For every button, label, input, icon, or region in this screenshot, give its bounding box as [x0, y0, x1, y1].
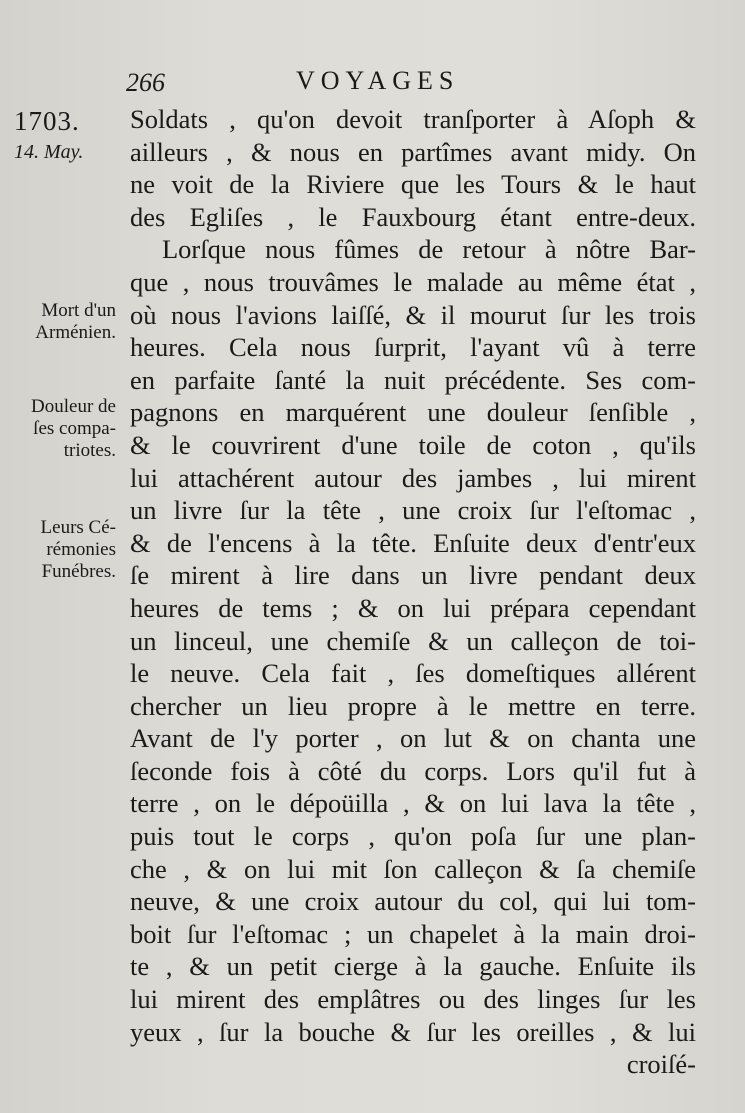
margin-note-death [4, 300, 116, 344]
text-line: neuve, & une croix autour du col, qui lui tom- [130, 886, 696, 917]
body-text [130, 103, 696, 1081]
date-day: 14. May. [14, 141, 84, 163]
text-line: où nous l'avions laiſſé, & il mourut ſur les trois [130, 299, 696, 330]
text-line: che , & on lui mit ſon calleçon & ſa chemiſe [130, 853, 696, 884]
text-line: ne voit de la Riviere que les Tours & le haut [130, 169, 696, 200]
date-year: 1703. [14, 106, 80, 136]
page-number: 266 [126, 68, 165, 97]
margin-note-ceremonies [4, 517, 116, 583]
text-line: le neuve. Cela fait , ſes domeſtiques allérent [130, 658, 696, 689]
margin-note-line: triotes. [63, 440, 116, 461]
text-line: puis tout le corps , qu'on poſa ſur une plan- [130, 821, 696, 852]
text-line: lui attachérent autour des jambes , lui mirent [130, 462, 696, 493]
page-header [0, 62, 745, 98]
text-line: lui mirent des emplâtres ou des linges ſur les [130, 984, 696, 1015]
text-line: un livre ſur la tête , une croix ſur l'eſtomac , [130, 495, 696, 526]
text-line: heures de tems ; & on lui prépara cependant [130, 592, 696, 623]
text-line: boit ſur l'eſtomac ; un chapelet à la main droi- [130, 918, 696, 949]
text-line: te , & un petit cierge à la gauche. Enſuite ils [130, 951, 696, 982]
margin-note-line: Douleur de [31, 396, 116, 417]
margin-note-line: Funébres. [41, 561, 116, 582]
margin-note-line: ſes compa- [33, 418, 116, 439]
text-line: ſeconde fois à côté du corps. Lors qu'il fut à [130, 755, 696, 786]
text-line: & le couvrirent d'une toile de coton , qu'ils [130, 429, 696, 460]
margin-note-grief [4, 396, 116, 462]
text-line: ſe mirent à lire dans un livre pendant deux [130, 560, 696, 591]
text-line: chercher un lieu propre à le mettre en terre. [130, 690, 696, 721]
running-head: VOYAGES [296, 66, 460, 95]
text-line: des Egliſes , le Fauxbourg étant entre-deux. [130, 201, 696, 232]
text-line: heures. Cela nous ſurprit, l'ayant vû à terre [130, 332, 696, 363]
text-line: & de l'encens à la tête. Enſuite deux d'entr'eux [130, 527, 696, 558]
text-line: terre , on le dépoüilla , & on lui lava la tête , [130, 788, 696, 819]
catchword: croiſé- [626, 1049, 696, 1080]
margin-note-line: Arménien. [35, 322, 116, 343]
text-line: en parfaite ſanté la nuit précédente. Ses com- [130, 364, 696, 395]
margin-date [14, 106, 126, 164]
text-line: que , nous trouvâmes le malade au même état , [130, 266, 696, 297]
text-line: pagnons en marquérent une douleur ſenſible , [130, 397, 696, 428]
text-line: Soldats , qu'on devoit tranſporter à Aſoph & [130, 104, 696, 134]
text-line: Avant de l'y porter , on lut & on chanta une [130, 723, 696, 754]
text-line: un linceul, une chemiſe & un calleçon de toi- [130, 625, 696, 656]
margin-note-line: Mort d'un [41, 300, 116, 321]
margin-note-line: rémonies [46, 539, 116, 560]
margin-note-line: Leurs Cé- [40, 517, 116, 538]
text-line: ailleurs , & nous en partîmes avant midy. On [130, 136, 696, 167]
text-line: yeux , ſur la bouche & ſur les oreilles , & lui [130, 1016, 696, 1047]
text-line: Lorſque nous fûmes de retour à nôtre Bar- [162, 234, 696, 265]
